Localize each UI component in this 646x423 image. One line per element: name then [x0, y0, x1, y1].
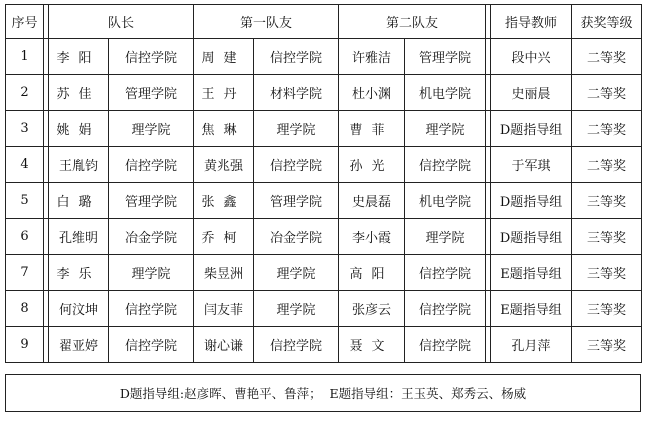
captain-dept: 信控学院 — [109, 39, 194, 75]
captain-name: 何汶坤 — [49, 291, 109, 327]
member1-name: 张鑫 — [194, 183, 254, 219]
advisor-cell: D题指导组 — [491, 183, 572, 219]
member1-dept: 信控学院 — [254, 147, 339, 183]
member2-dept: 理学院 — [405, 219, 486, 255]
award-cell: 三等奖 — [572, 327, 642, 363]
header-captain: 队长 — [49, 5, 194, 39]
captain-dept: 信控学院 — [109, 327, 194, 363]
member1-name: 闫友菲 — [194, 291, 254, 327]
member2-name: 孙光 — [339, 147, 405, 183]
member2-dept: 信控学院 — [405, 255, 486, 291]
captain-dept: 理学院 — [109, 255, 194, 291]
award-cell: 二等奖 — [572, 147, 642, 183]
advisor-cell: E题指导组 — [491, 291, 572, 327]
award-cell: 三等奖 — [572, 219, 642, 255]
member1-dept: 信控学院 — [254, 39, 339, 75]
header-index: 序号 — [6, 5, 44, 39]
footer-note: D题指导组:赵彦晖、曹艳平、鲁萍； E题指导组：王玉英、郑秀云、杨威 — [5, 374, 641, 412]
table-row — [6, 111, 642, 147]
award-cell: 三等奖 — [572, 255, 642, 291]
advisor-cell: 孔月萍 — [491, 327, 572, 363]
member2-dept: 机电学院 — [405, 183, 486, 219]
table-row — [6, 147, 642, 183]
member2-name: 曹菲 — [339, 111, 405, 147]
member2-name: 张彦云 — [339, 291, 405, 327]
member2-dept: 管理学院 — [405, 39, 486, 75]
award-cell: 三等奖 — [572, 183, 642, 219]
member2-dept: 信控学院 — [405, 327, 486, 363]
advisor-cell: D题指导组 — [491, 111, 572, 147]
row-index: 3 — [6, 111, 44, 147]
row-index: 6 — [6, 219, 44, 255]
captain-name: 姚娟 — [49, 111, 109, 147]
member1-name: 乔柯 — [194, 219, 254, 255]
header-member2: 第二队友 — [339, 5, 486, 39]
table-row — [6, 255, 642, 291]
advisor-cell: 段中兴 — [491, 39, 572, 75]
award-cell: 二等奖 — [572, 111, 642, 147]
row-index: 4 — [6, 147, 44, 183]
member1-dept: 材料学院 — [254, 75, 339, 111]
award-cell: 三等奖 — [572, 291, 642, 327]
member1-name: 王丹 — [194, 75, 254, 111]
table-row — [6, 39, 642, 75]
captain-name: 李乐 — [49, 255, 109, 291]
member2-dept: 信控学院 — [405, 147, 486, 183]
row-index: 8 — [6, 291, 44, 327]
captain-dept: 管理学院 — [109, 183, 194, 219]
member2-dept: 信控学院 — [405, 291, 486, 327]
member2-name: 史晨磊 — [339, 183, 405, 219]
captain-dept: 理学院 — [109, 111, 194, 147]
captain-dept: 信控学院 — [109, 291, 194, 327]
member1-name: 黄兆强 — [194, 147, 254, 183]
table-row — [6, 183, 642, 219]
row-index: 5 — [6, 183, 44, 219]
member2-dept: 机电学院 — [405, 75, 486, 111]
member1-dept: 理学院 — [254, 255, 339, 291]
header-advisor: 指导教师 — [491, 5, 572, 39]
member2-name: 李小霞 — [339, 219, 405, 255]
captain-dept: 信控学院 — [109, 147, 194, 183]
table-row — [6, 75, 642, 111]
row-index: 9 — [6, 327, 44, 363]
row-index: 1 — [6, 39, 44, 75]
table-row — [6, 327, 642, 363]
captain-dept: 管理学院 — [109, 75, 194, 111]
row-index: 2 — [6, 75, 44, 111]
member1-dept: 理学院 — [254, 291, 339, 327]
table-row — [6, 219, 642, 255]
header-row — [6, 5, 642, 39]
member1-dept: 信控学院 — [254, 327, 339, 363]
member1-dept: 冶金学院 — [254, 219, 339, 255]
advisor-cell: 史丽晨 — [491, 75, 572, 111]
member1-dept: 管理学院 — [254, 183, 339, 219]
member1-dept: 理学院 — [254, 111, 339, 147]
captain-name: 孔维明 — [49, 219, 109, 255]
captain-name: 王胤钧 — [49, 147, 109, 183]
member1-name: 柴昱洲 — [194, 255, 254, 291]
advisor-cell: 于军琪 — [491, 147, 572, 183]
member1-name: 谢心谦 — [194, 327, 254, 363]
advisor-cell: D题指导组 — [491, 219, 572, 255]
award-cell: 二等奖 — [572, 75, 642, 111]
header-member1: 第一队友 — [194, 5, 339, 39]
award-cell: 二等奖 — [572, 39, 642, 75]
member2-name: 聂文 — [339, 327, 405, 363]
row-index: 7 — [6, 255, 44, 291]
captain-name: 苏佳 — [49, 75, 109, 111]
award-table — [5, 4, 642, 363]
header-award: 获奖等级 — [572, 5, 642, 39]
captain-name: 李阳 — [49, 39, 109, 75]
table-row — [6, 291, 642, 327]
member2-name: 高阳 — [339, 255, 405, 291]
member1-name: 周建 — [194, 39, 254, 75]
member2-dept: 理学院 — [405, 111, 486, 147]
captain-name: 翟亚婷 — [49, 327, 109, 363]
member2-name: 许雅洁 — [339, 39, 405, 75]
captain-name: 白璐 — [49, 183, 109, 219]
captain-dept: 冶金学院 — [109, 219, 194, 255]
member1-name: 焦琳 — [194, 111, 254, 147]
member2-name: 杜小渊 — [339, 75, 405, 111]
advisor-cell: E题指导组 — [491, 255, 572, 291]
